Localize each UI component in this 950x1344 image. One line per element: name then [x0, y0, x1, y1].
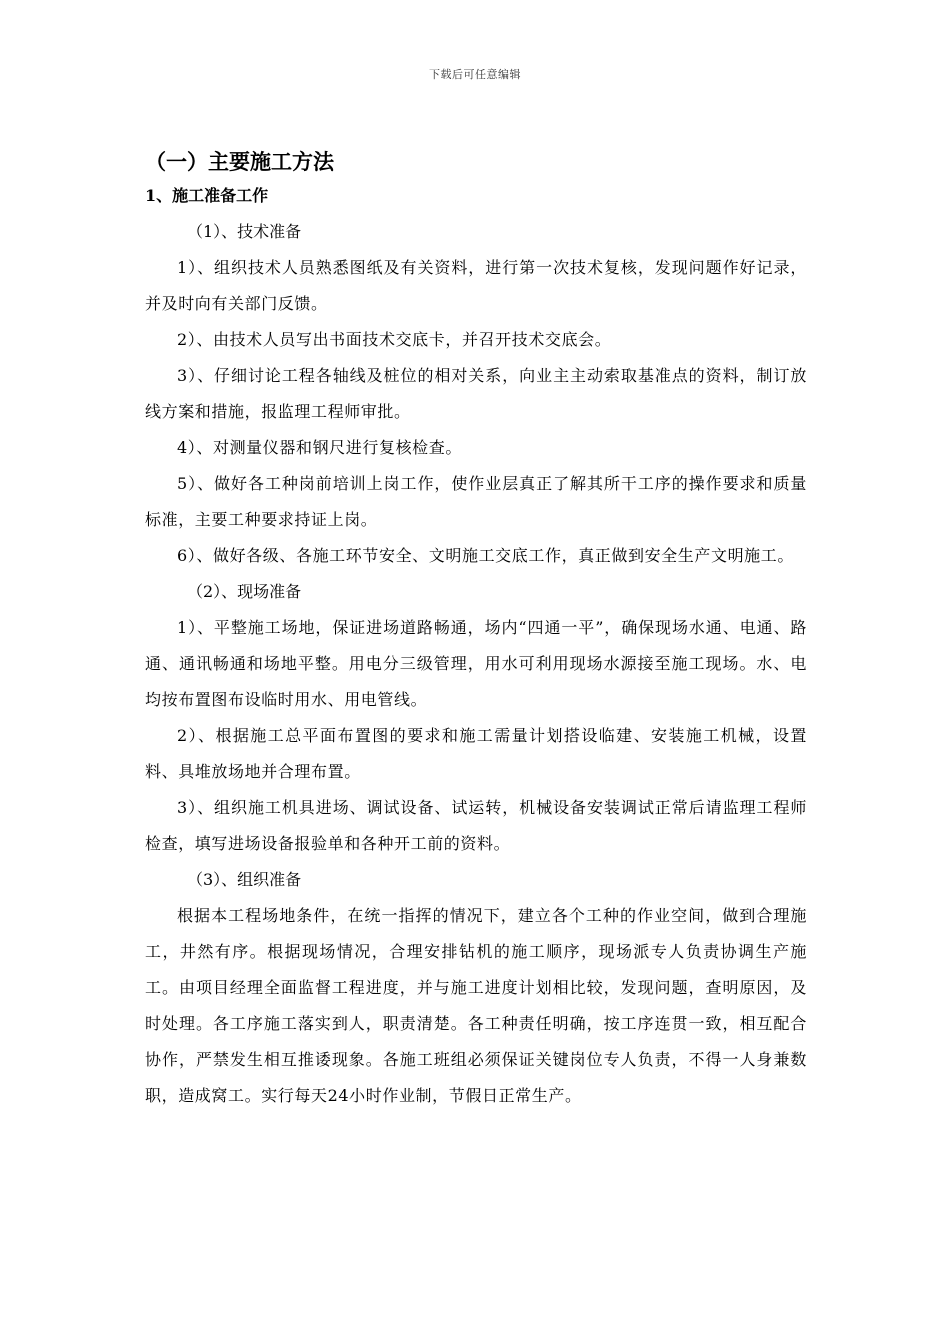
paragraph: 6）、做好各级、各施工环节安全、文明施工交底工作，真正做到安全生产文明施工。: [177, 546, 794, 565]
paragraph: 2）、由技术人员写出书面技术交底卡，并召开技术交底会。: [177, 330, 612, 349]
paragraph: 3）、组织施工机具进场、调试设备、试运转，机械设备安装调试正常后请监理工程师检查，填写进场设备报验单和各种开工前的资料。: [145, 798, 807, 853]
paragraph: 4）、对测量仪器和钢尺进行复核检查。: [177, 438, 462, 457]
paragraph: 1）、组织技术人员熟悉图纸及有关资料，进行第一次技术复核，发现问题作好记录，并及时向有关部门反馈。: [145, 258, 807, 313]
subsection-title-org: （3）、组织准备: [187, 870, 302, 889]
page-title: （一）主要施工方法: [145, 149, 334, 174]
subsection-title-tech: （1）、技术准备: [187, 222, 302, 241]
paragraph: 3）、仔细讨论工程各轴线及桩位的相对关系，向业主主动索取基准点的资料，制订放线方案和措施，报监理工程师审批。: [145, 366, 807, 421]
paragraph: 根据本工程场地条件，在统一指挥的情况下，建立各个工种的作业空间，做到合理施工，井然有序。根据现场情况，合理安排钻机的施工顺序，现场派专人负责协调生产施工。由项目经理全面监督工程进度，并与施工进度计划相比较，发现问题，查明原因，及时处理。各工序施工落实到人，职责清楚。各工种责任明确，按工序连贯一致，相互配合协作，严禁发生相互推诿现象。各施工班组必须保证关键岗位专人负责，不得一人身兼数职，造成窝工。实行每天24小时作业制，节假日正常生产。: [145, 906, 807, 1105]
paragraph: 2）、根据施工总平面布置图的要求和施工需量计划搭设临建、安装施工机械，设置料、具堆放场地并合理布置。: [145, 726, 807, 781]
paragraph: 5）、做好各工种岗前培训上岗工作，使作业层真正了解其所干工序的操作要求和质量标准，主要工种要求持证上岗。: [145, 474, 807, 529]
header-note: 下载后可任意编辑: [429, 68, 521, 81]
paragraph: 1）、平整施工场地，保证进场道路畅通，场内“四通一平”，确保现场水通、电通、路通、通讯畅通和场地平整。用电分三级管理，用水可利用现场水源接至施工现场。水、电均按布置图布设临时用水、用电管线。: [145, 618, 807, 709]
section-title: 1、施工准备工作: [145, 186, 269, 205]
subsection-title-site: （2）、现场准备: [187, 582, 302, 601]
document-body: [145, 146, 807, 1114]
